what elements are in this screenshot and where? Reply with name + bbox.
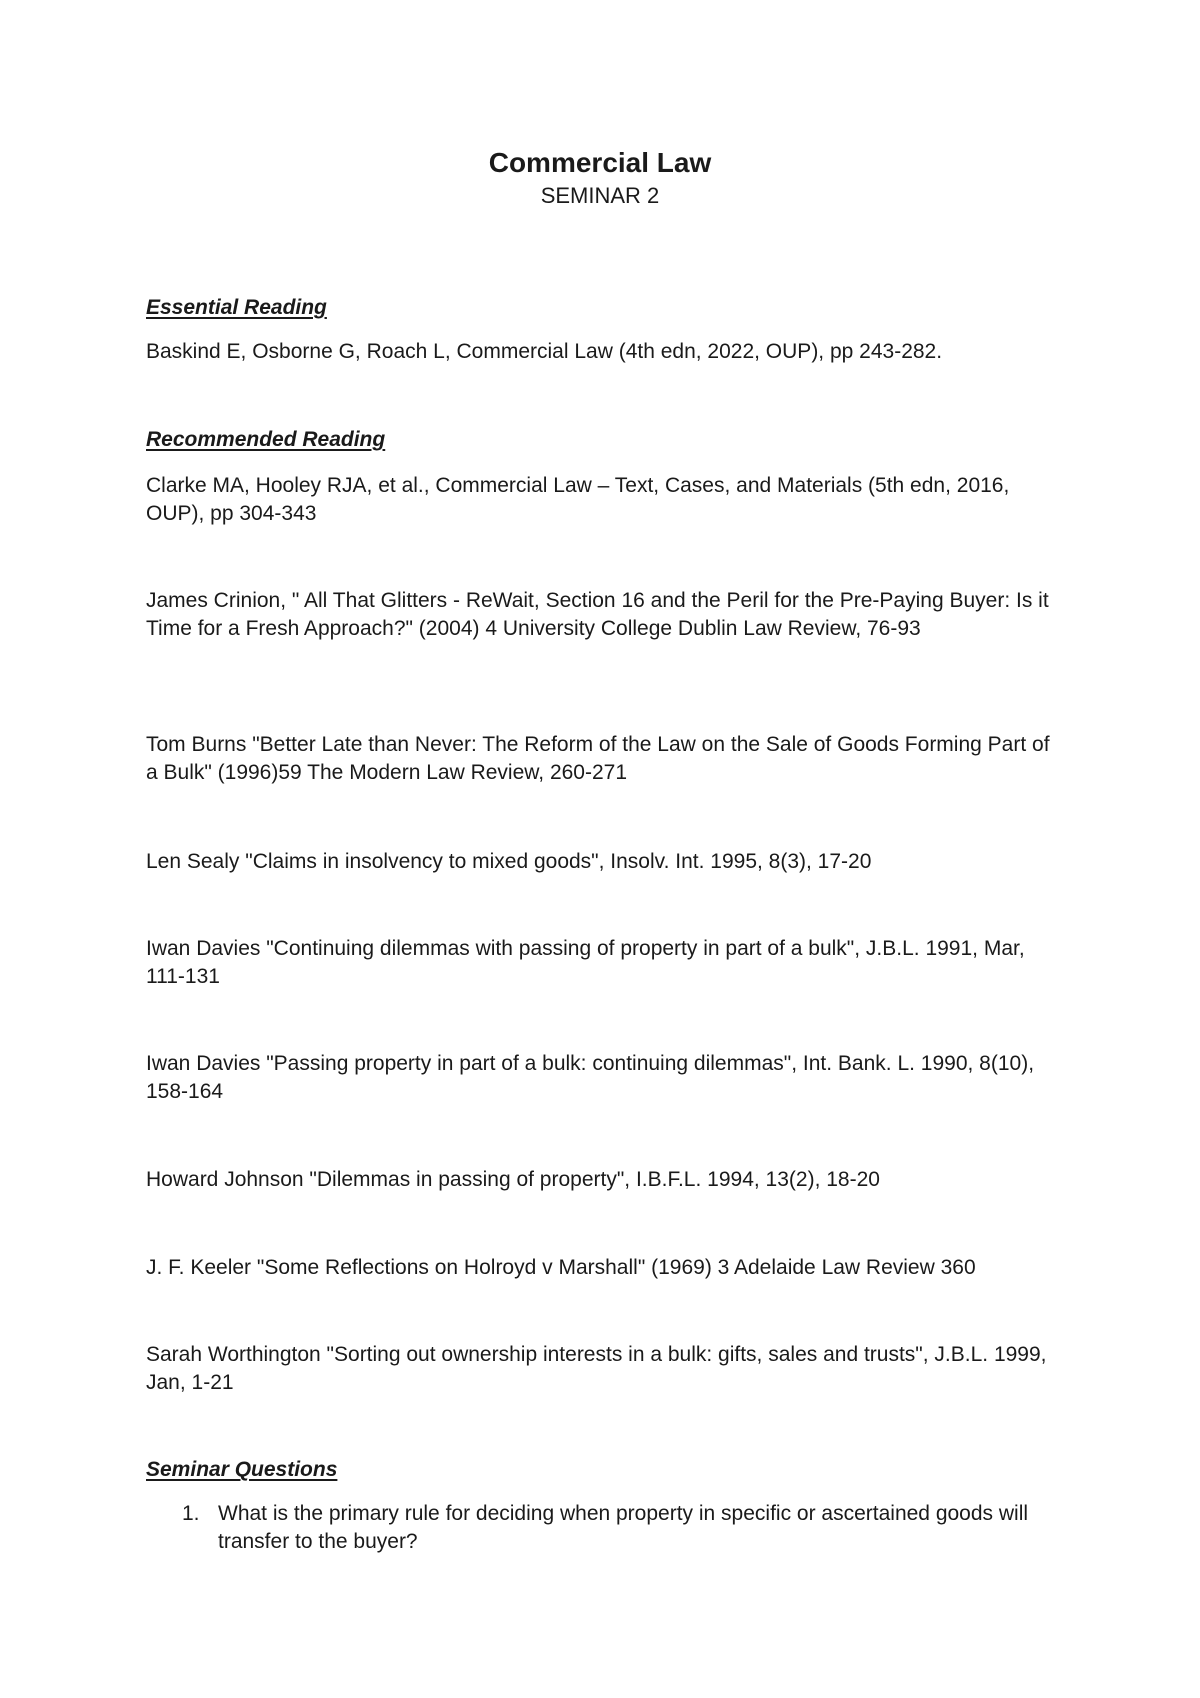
question-number: 1. xyxy=(182,1502,200,1525)
document-header xyxy=(0,146,1200,210)
question-text: What is the primary rule for deciding when property in specific or ascertained goods will transfer to the buyer? xyxy=(218,1502,1029,1553)
reading-item-clarke: Clarke MA, Hooley RJA, et al., Commercial Law – Text, Cases, and Materials (5th edn, 2016, OUP), pp 304-343 xyxy=(146,474,1010,525)
seminar-questions-heading: Seminar Questions xyxy=(146,1458,338,1481)
essential-reading-heading: Essential Reading xyxy=(146,296,327,319)
reading-item-crinion: James Crinion, " All That Glitters - ReWait, Section 16 and the Peril for the Pre-Paying Buyer: Is it Time for a Fresh Approach?" (2004) 4 University College Dublin Law Review, 76-93 xyxy=(146,589,1049,640)
essential-reading-item: Baskind E, Osborne G, Roach L, Commercial Law (4th edn, 2022, OUP), pp 243-282. xyxy=(146,340,943,363)
reading-item-davies-1991: Iwan Davies "Continuing dilemmas with passing of property in part of a bulk", J.B.L. 1991, Mar, 111-131 xyxy=(146,937,1025,988)
reading-item-sealy: Len Sealy "Claims in insolvency to mixed goods", Insolv. Int. 1995, 8(3), 17-20 xyxy=(146,850,872,873)
reading-item-worthington: Sarah Worthington "Sorting out ownership interests in a bulk: gifts, sales and trusts", J.B.L. 1999, Jan, 1-21 xyxy=(146,1343,1047,1394)
document-subtitle: SEMINAR 2 xyxy=(540,183,660,208)
seminar-question xyxy=(146,1500,1066,1556)
reading-item-johnson: Howard Johnson "Dilemmas in passing of property", I.B.F.L. 1994, 13(2), 18-20 xyxy=(146,1168,880,1191)
reading-item-davies-1990: Iwan Davies "Passing property in part of a bulk: continuing dilemmas", Int. Bank. L. 1990, 8(10), 158-164 xyxy=(146,1052,1035,1103)
recommended-reading-heading: Recommended Reading xyxy=(146,428,386,451)
reading-item-burns: Tom Burns "Better Late than Never: The Reform of the Law on the Sale of Goods Forming Part of a Bulk" (1996)59 The Modern Law Review, 260-271 xyxy=(146,733,1050,784)
document-title: Commercial Law xyxy=(488,147,712,178)
reading-item-keeler: J. F. Keeler "Some Reflections on Holroyd v Marshall" (1969) 3 Adelaide Law Review 360 xyxy=(146,1256,976,1279)
seminar-question-list xyxy=(146,1500,1066,1556)
